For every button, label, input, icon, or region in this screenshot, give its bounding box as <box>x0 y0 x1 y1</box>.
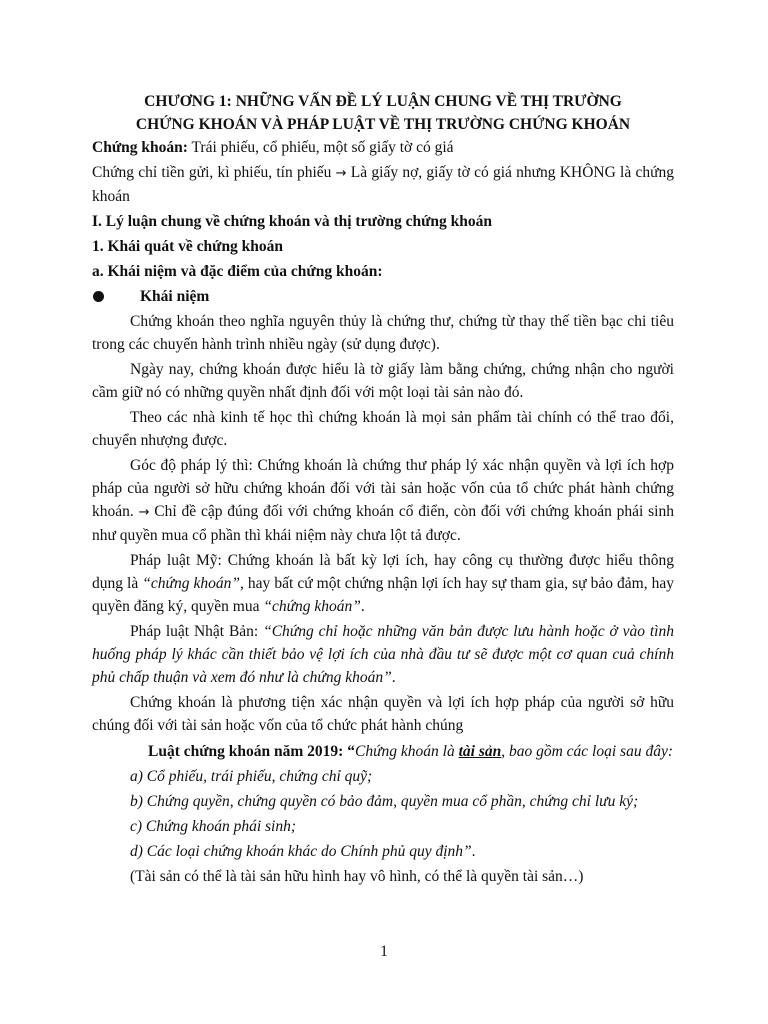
paragraph-5-text-2: , hay bất cứ một chứng nhận lợi ích hay sự tham gia, sự bảo đảm, hay quyền đăng ký, quyền mua <box>92 575 674 615</box>
chapter-title-line1: CHƯƠNG 1: NHỮNG VẤN ĐỀ LÝ LUẬN CHUNG VỀ THỊ TRƯỜNG <box>144 93 622 110</box>
law-text-2: , bao gồm các loại sau đây: <box>501 743 673 760</box>
paragraph-1: Chứng khoán theo nghĩa nguyên thủy là chứng thư, chứng từ thay thế tiền bạc chi tiêu trong các chuyến hành trình nhiều ngày (sử dụng được). <box>92 313 674 353</box>
law-paragraph <box>92 740 674 763</box>
definition-line <box>92 136 674 159</box>
list-item-d-text: d) Các loại chứng khoán khác do Chính phủ quy định” <box>130 843 472 860</box>
list-item-d-end: . <box>471 843 476 860</box>
bullet-icon <box>93 291 104 302</box>
bullet-item <box>92 285 674 308</box>
definition-text: Trái phiếu, cổ phiếu, một số giấy tờ có giá <box>187 139 454 156</box>
list-item-c: c) Chứng khoán phái sinh; <box>130 818 297 835</box>
chapter-title <box>92 90 674 136</box>
note-paragraph <box>92 161 674 208</box>
paragraph-5-quote-1: “chứng khoán” <box>142 575 241 592</box>
paragraph-6-end: . <box>391 669 396 686</box>
list-item-a: a) Cổ phiếu, trái phiếu, chứng chỉ quỹ; <box>130 768 373 785</box>
heading-section-a: a. Khái niệm và đặc điểm của chứng khoán: <box>92 263 383 280</box>
paragraph-6-text-1: Pháp luật Nhật Bản: <box>130 623 264 640</box>
page-number: 1 <box>380 943 388 960</box>
right-arrow-icon: → <box>335 166 347 181</box>
paragraph-6 <box>92 620 674 689</box>
paragraph-3: Theo các nhà kinh tế học thì chứng khoán là mọi sản phẩm tài chính có thể trao đổi, chuyển nhượng được. <box>92 409 674 449</box>
list-item-d <box>92 840 674 863</box>
document-body <box>92 90 674 890</box>
paragraph-2: Ngày nay, chứng khoán được hiểu là tờ giấy làm bằng chứng, chứng nhận cho người cầm giữ nó có những quyền nhất định đối với một loại tài sản nào đó. <box>92 361 674 401</box>
right-arrow-icon: → <box>138 505 150 520</box>
list-item-b: b) Chứng quyền, chứng quyền có bảo đảm, quyền mua cổ phần, chứng chỉ lưu ký; <box>130 793 639 810</box>
paragraph-7: Chứng khoán là phương tiện xác nhận quyền và lợi ích hợp pháp của người sở hữu chúng đối với tài sản hoặc vốn của tổ chức phát hành chúng <box>92 694 674 734</box>
chapter-title-line2: CHỨNG KHOÁN VÀ PHÁP LUẬT VỀ THỊ TRƯỜNG CHỨNG KHOÁN <box>135 116 631 133</box>
paragraph-5 <box>92 549 674 618</box>
paragraph-5-end: . <box>360 598 365 615</box>
closing-note: (Tài sản có thể là tài sản hữu hình hay vô hình, có thể là quyền tài sản…) <box>130 868 584 885</box>
note-text-1: Chứng chỉ tiền gửi, kì phiếu, tín phiếu <box>92 164 336 181</box>
paragraph-5-quote-2: “chứng khoán” <box>263 598 361 615</box>
paragraph-4-text-1: Góc độ pháp lý thì: Chứng khoán là chứng thư pháp lý xác nhận quyền và lợi ích hợp pháp của người sở hữu chứng khoán đối với tài sản hoặc vốn của tổ chức phát hành chứng khoán. <box>92 457 674 520</box>
definition-label: Chứng khoán: <box>92 139 188 156</box>
law-text-1: Chứng khoán là <box>354 743 459 760</box>
paragraph-4-text-2: Chỉ đề cập đúng đối với chứng khoán cổ điển, còn đối với chứng khoán phái sinh như quyền mua cổ phần thì khái niệm này chưa lột tả được. <box>92 503 674 544</box>
law-underlined-term: tài sản <box>458 743 502 760</box>
bullet-heading: Khái niệm <box>140 288 210 305</box>
paragraph-5-text-1: Pháp luật Mỹ: Chứng khoán là bất kỳ lợi ích, hay công cụ thường được hiểu thông dụng là <box>92 552 674 592</box>
law-label: Luật chứng khoán năm 2019: “ <box>148 743 355 760</box>
heading-section-I: I. Lý luận chung về chứng khoán và thị trường chứng khoán <box>92 213 492 230</box>
heading-section-1: 1. Khái quát về chứng khoán <box>92 238 284 255</box>
paragraph-4 <box>92 454 674 547</box>
note-text-2: Là giấy nợ, giấy tờ có giá nhưng KHÔNG là chứng khoán <box>92 164 674 205</box>
paragraph-6-quote: “Chứng chỉ hoặc những văn bản được lưu hành hoặc ở vào tình huống pháp lý khác cần thiết bảo vệ lợi ích của nhà đầu tư sẽ được một cơ quan cuả chính phủ chấp thuận và xem đó như là chứng khoán” <box>92 623 674 686</box>
